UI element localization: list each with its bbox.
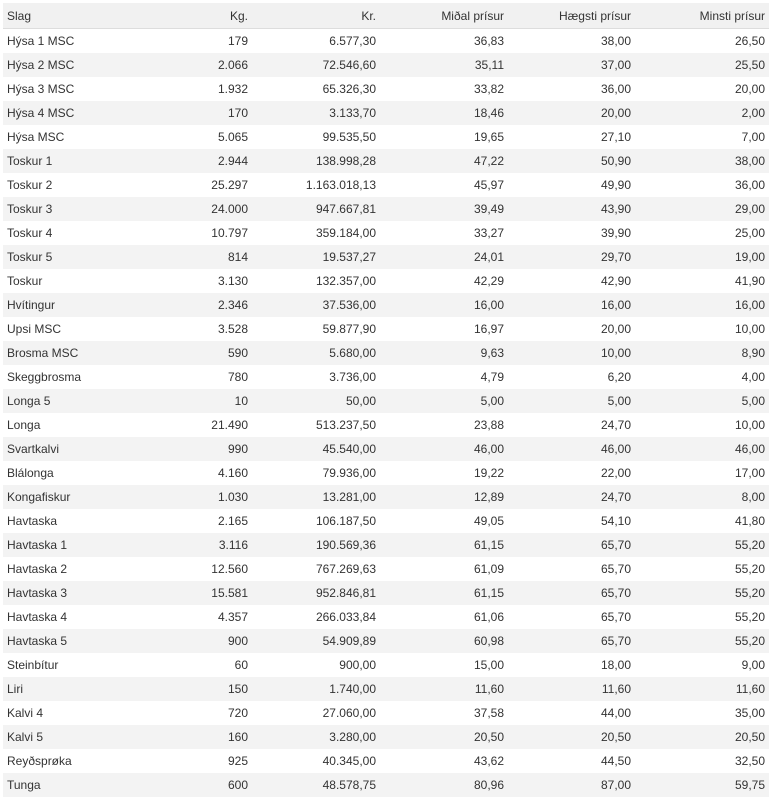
cell-avg-price: 24,01 [380, 245, 508, 269]
cell-avg-price: 39,49 [380, 197, 508, 221]
cell-kr: 1.740,00 [252, 677, 380, 701]
cell-species: Hýsa 4 MSC [3, 101, 133, 125]
table-row [3, 317, 769, 341]
table-row [3, 197, 769, 221]
table-row [3, 365, 769, 389]
cell-kg: 10.797 [211, 226, 248, 240]
cell-max-price: 39,90 [600, 226, 631, 240]
table-row [3, 485, 769, 509]
cell-avg-price: 4,79 [480, 370, 504, 384]
cell-min-price: 55,20 [635, 581, 769, 605]
table-row [3, 701, 769, 725]
cell-kg: 2.346 [133, 293, 252, 317]
cell-avg-price: 37,58 [473, 706, 504, 720]
cell-kg: 5.065 [217, 130, 248, 144]
cell-min-price: 38,00 [635, 149, 769, 173]
cell-kg: 60 [234, 658, 248, 672]
table-row [3, 557, 769, 581]
cell-kr: 72.546,60 [252, 53, 380, 77]
cell-max-price: 11,60 [508, 677, 635, 701]
cell-kg: 10 [133, 389, 252, 413]
cell-kg: 2.944 [133, 149, 252, 173]
cell-avg-price: 19,22 [473, 466, 504, 480]
cell-avg-price: 16,97 [473, 322, 504, 336]
table-row [3, 269, 769, 293]
cell-max-price: 16,00 [508, 293, 635, 317]
cell-avg-price: 35,11 [380, 53, 508, 77]
cell-kr: 947.667,81 [252, 197, 380, 221]
table-row [3, 461, 769, 485]
cell-species: Toskur 5 [3, 245, 133, 269]
cell-min-price: 8,00 [635, 485, 769, 509]
cell-species: Havtaska 2 [7, 562, 68, 576]
cell-avg-price: 42,29 [473, 274, 504, 288]
cell-avg-price: 61,09 [473, 562, 504, 576]
cell-kr: 3.280,00 [252, 725, 380, 749]
cell-max-price: 42,90 [600, 274, 631, 288]
cell-avg-price: 61,15 [380, 533, 508, 557]
cell-avg-price: 61,06 [473, 610, 504, 624]
cell-kg: 4.357 [217, 610, 248, 624]
cell-kr: 6.577,30 [329, 34, 376, 48]
cell-max-price: 65,70 [600, 610, 631, 624]
cell-kg: 170 [133, 101, 252, 125]
table-row [3, 389, 769, 413]
cell-min-price: 35,00 [734, 706, 765, 720]
cell-species: Toskur 3 [3, 197, 133, 221]
table-row [3, 149, 769, 173]
cell-species: Havtaska 4 [7, 610, 68, 624]
cell-avg-price: 49,05 [473, 514, 504, 528]
cell-species: Steinbítur [7, 658, 59, 672]
cell-kg: 2.165 [217, 514, 248, 528]
cell-kr: 900,00 [339, 658, 376, 672]
cell-max-price: 37,00 [508, 53, 635, 77]
cell-kg: 2.066 [133, 53, 252, 77]
cell-min-price: 55,20 [734, 610, 765, 624]
cell-max-price: 87,00 [508, 773, 635, 797]
cell-max-price: 20,00 [600, 322, 631, 336]
cell-kr: 19.537,27 [252, 245, 380, 269]
cell-kr: 266.033,84 [315, 610, 376, 624]
table-row [3, 653, 769, 677]
cell-min-price: 19,00 [635, 245, 769, 269]
cell-kg: 780 [227, 370, 248, 384]
table-body [3, 29, 769, 798]
header-max-price[interactable]: Hægsti prísur [508, 3, 635, 29]
cell-kg: 15.581 [133, 581, 252, 605]
cell-min-price: 26,50 [734, 34, 765, 48]
cell-kg: 4.160 [217, 466, 248, 480]
cell-kr: 59.877,90 [322, 322, 376, 336]
header-kg[interactable]: Kg. [133, 3, 252, 29]
table-row [3, 629, 769, 653]
table-row [3, 677, 769, 701]
cell-avg-price: 12,89 [380, 485, 508, 509]
cell-kg: 814 [133, 245, 252, 269]
cell-species: Brosma MSC [3, 341, 133, 365]
cell-max-price: 24,70 [508, 485, 635, 509]
cell-min-price: 55,20 [635, 533, 769, 557]
cell-kg: 1.932 [217, 82, 248, 96]
cell-species: Hýsa 1 MSC [7, 34, 75, 48]
cell-avg-price: 20,50 [380, 725, 508, 749]
cell-max-price: 24,70 [600, 418, 631, 432]
cell-kr: 3.736,00 [329, 370, 376, 384]
cell-min-price: 59,75 [635, 773, 769, 797]
table-row [3, 77, 769, 101]
cell-kr: 45.540,00 [252, 437, 380, 461]
cell-min-price: 2,00 [635, 101, 769, 125]
table-row [3, 581, 769, 605]
cell-kr: 40.345,00 [322, 754, 376, 768]
cell-avg-price: 11,60 [380, 677, 508, 701]
cell-min-price: 5,00 [635, 389, 769, 413]
cell-kg: 590 [133, 341, 252, 365]
cell-max-price: 65,70 [508, 581, 635, 605]
cell-kr: 138.998,28 [252, 149, 380, 173]
cell-avg-price: 61,15 [380, 581, 508, 605]
cell-min-price: 46,00 [635, 437, 769, 461]
cell-min-price: 41,90 [734, 274, 765, 288]
cell-min-price: 20,00 [734, 82, 765, 96]
cell-max-price: 44,50 [600, 754, 631, 768]
cell-kg: 25.297 [211, 178, 248, 192]
cell-species: Kalvi 4 [7, 706, 44, 720]
table-row [3, 437, 769, 461]
cell-species: Havtaska 3 [3, 581, 133, 605]
cell-species: Liri [3, 677, 133, 701]
cell-species: Blálonga [7, 466, 54, 480]
cell-min-price: 32,50 [734, 754, 765, 768]
cell-avg-price: 5,00 [380, 389, 508, 413]
cell-max-price: 18,00 [600, 658, 631, 672]
cell-kr: 359.184,00 [315, 226, 376, 240]
cell-avg-price: 45,97 [473, 178, 504, 192]
cell-kg: 3.116 [133, 533, 252, 557]
cell-avg-price: 36,83 [473, 34, 504, 48]
cell-kr: 106.187,50 [315, 514, 376, 528]
cell-kg: 3.130 [217, 274, 248, 288]
cell-species: Upsi MSC [7, 322, 62, 336]
header-species[interactable]: Slag [3, 3, 133, 29]
cell-kg: 900 [133, 629, 252, 653]
cell-kr: 190.569,36 [252, 533, 380, 557]
cell-avg-price: 16,00 [380, 293, 508, 317]
cell-species: Hvítingur [3, 293, 133, 317]
cell-min-price: 7,00 [741, 130, 765, 144]
table-row [3, 221, 769, 245]
table-row [3, 725, 769, 749]
cell-min-price: 16,00 [635, 293, 769, 317]
cell-min-price: 55,20 [734, 562, 765, 576]
cell-kr: 3.133,70 [252, 101, 380, 125]
cell-max-price: 50,90 [508, 149, 635, 173]
cell-kg: 21.490 [211, 418, 248, 432]
table-row [3, 29, 769, 54]
cell-min-price: 25,00 [734, 226, 765, 240]
cell-species: Longa [7, 418, 41, 432]
cell-kr: 513.237,50 [315, 418, 376, 432]
cell-max-price: 27,10 [600, 130, 631, 144]
cell-species: Havtaska [7, 514, 58, 528]
cell-kr: 65.326,30 [322, 82, 376, 96]
cell-min-price: 9,00 [741, 658, 765, 672]
cell-avg-price: 23,88 [473, 418, 504, 432]
cell-max-price: 65,70 [508, 629, 635, 653]
table-row [3, 53, 769, 77]
table-row [3, 533, 769, 557]
cell-species: Toskur [7, 274, 43, 288]
table-row [3, 605, 769, 629]
cell-species: Hýsa 3 MSC [7, 82, 75, 96]
cell-min-price: 29,00 [635, 197, 769, 221]
cell-species: Reyðsprøka [7, 754, 72, 768]
cell-kr: 132.357,00 [315, 274, 376, 288]
cell-avg-price: 43,62 [473, 754, 504, 768]
cell-species: Toskur 2 [7, 178, 53, 192]
cell-kg: 600 [133, 773, 252, 797]
cell-min-price: 4,00 [741, 370, 765, 384]
cell-kg: 720 [227, 706, 248, 720]
cell-kg: 990 [133, 437, 252, 461]
cell-max-price: 38,00 [600, 34, 631, 48]
table-row [3, 773, 769, 797]
cell-avg-price: 9,63 [380, 341, 508, 365]
cell-max-price: 43,90 [508, 197, 635, 221]
table-row [3, 341, 769, 365]
cell-max-price: 54,10 [600, 514, 631, 528]
header-min-price[interactable]: Minsti prísur [635, 3, 769, 29]
cell-kr: 27.060,00 [322, 706, 376, 720]
cell-kr: 50,00 [252, 389, 380, 413]
cell-min-price: 25,50 [635, 53, 769, 77]
cell-avg-price: 80,96 [380, 773, 508, 797]
cell-species: Kongafiskur [3, 485, 133, 509]
cell-avg-price: 46,00 [380, 437, 508, 461]
cell-max-price: 22,00 [600, 466, 631, 480]
cell-kr: 54.909,89 [252, 629, 380, 653]
cell-kr: 79.936,00 [322, 466, 376, 480]
cell-max-price: 6,20 [607, 370, 631, 384]
table-row [3, 293, 769, 317]
cell-avg-price: 15,00 [473, 658, 504, 672]
cell-kr: 952.846,81 [252, 581, 380, 605]
cell-kr: 37.536,00 [252, 293, 380, 317]
cell-min-price: 10,00 [734, 322, 765, 336]
table-row [3, 173, 769, 197]
cell-species: Svartkalvi [3, 437, 133, 461]
cell-max-price: 44,00 [600, 706, 631, 720]
cell-max-price: 10,00 [508, 341, 635, 365]
cell-kr: 767.269,63 [315, 562, 376, 576]
cell-max-price: 49,90 [600, 178, 631, 192]
cell-avg-price: 18,46 [380, 101, 508, 125]
cell-min-price: 55,20 [635, 629, 769, 653]
cell-kr: 1.163.018,13 [305, 178, 376, 192]
cell-avg-price: 33,27 [473, 226, 504, 240]
cell-species: Tunga [3, 773, 133, 797]
cell-kg: 12.560 [211, 562, 248, 576]
cell-species: Hýsa MSC [7, 130, 65, 144]
header-kr[interactable]: Kr. [252, 3, 380, 29]
cell-max-price: 65,70 [600, 562, 631, 576]
cell-species: Havtaska 1 [3, 533, 133, 557]
header-row [3, 3, 769, 29]
cell-kg: 160 [133, 725, 252, 749]
cell-kr: 5.680,00 [252, 341, 380, 365]
table-row [3, 245, 769, 269]
header-avg-price[interactable]: Miðal prísur [380, 3, 508, 29]
cell-min-price: 10,00 [734, 418, 765, 432]
cell-species: Kalvi 5 [3, 725, 133, 749]
cell-max-price: 36,00 [600, 82, 631, 96]
cell-kr: 13.281,00 [252, 485, 380, 509]
cell-max-price: 29,70 [508, 245, 635, 269]
cell-max-price: 46,00 [508, 437, 635, 461]
table-row [3, 413, 769, 437]
cell-species: Hýsa 2 MSC [3, 53, 133, 77]
table-row [3, 125, 769, 149]
cell-min-price: 36,00 [734, 178, 765, 192]
cell-kg: 179 [227, 34, 248, 48]
cell-max-price: 5,00 [508, 389, 635, 413]
cell-kg: 925 [227, 754, 248, 768]
cell-min-price: 11,60 [635, 677, 769, 701]
table-row [3, 509, 769, 533]
cell-max-price: 20,50 [508, 725, 635, 749]
price-table [3, 3, 769, 797]
cell-species: Longa 5 [3, 389, 133, 413]
cell-kg: 1.030 [133, 485, 252, 509]
cell-kr: 48.578,75 [252, 773, 380, 797]
table-row [3, 101, 769, 125]
cell-min-price: 17,00 [734, 466, 765, 480]
cell-avg-price: 33,82 [473, 82, 504, 96]
cell-species: Toskur 4 [7, 226, 53, 240]
cell-max-price: 20,00 [508, 101, 635, 125]
cell-min-price: 8,90 [635, 341, 769, 365]
cell-kg: 24.000 [133, 197, 252, 221]
cell-kr: 99.535,50 [322, 130, 376, 144]
cell-kg: 150 [133, 677, 252, 701]
cell-min-price: 20,50 [635, 725, 769, 749]
cell-species: Skeggbrosma [7, 370, 82, 384]
table-row [3, 749, 769, 773]
cell-species: Havtaska 5 [3, 629, 133, 653]
cell-max-price: 65,70 [508, 533, 635, 557]
table-header [3, 3, 769, 29]
cell-species: Toskur 1 [3, 149, 133, 173]
cell-avg-price: 60,98 [380, 629, 508, 653]
cell-min-price: 41,80 [734, 514, 765, 528]
cell-kg: 3.528 [217, 322, 248, 336]
cell-avg-price: 47,22 [380, 149, 508, 173]
cell-avg-price: 19,65 [473, 130, 504, 144]
